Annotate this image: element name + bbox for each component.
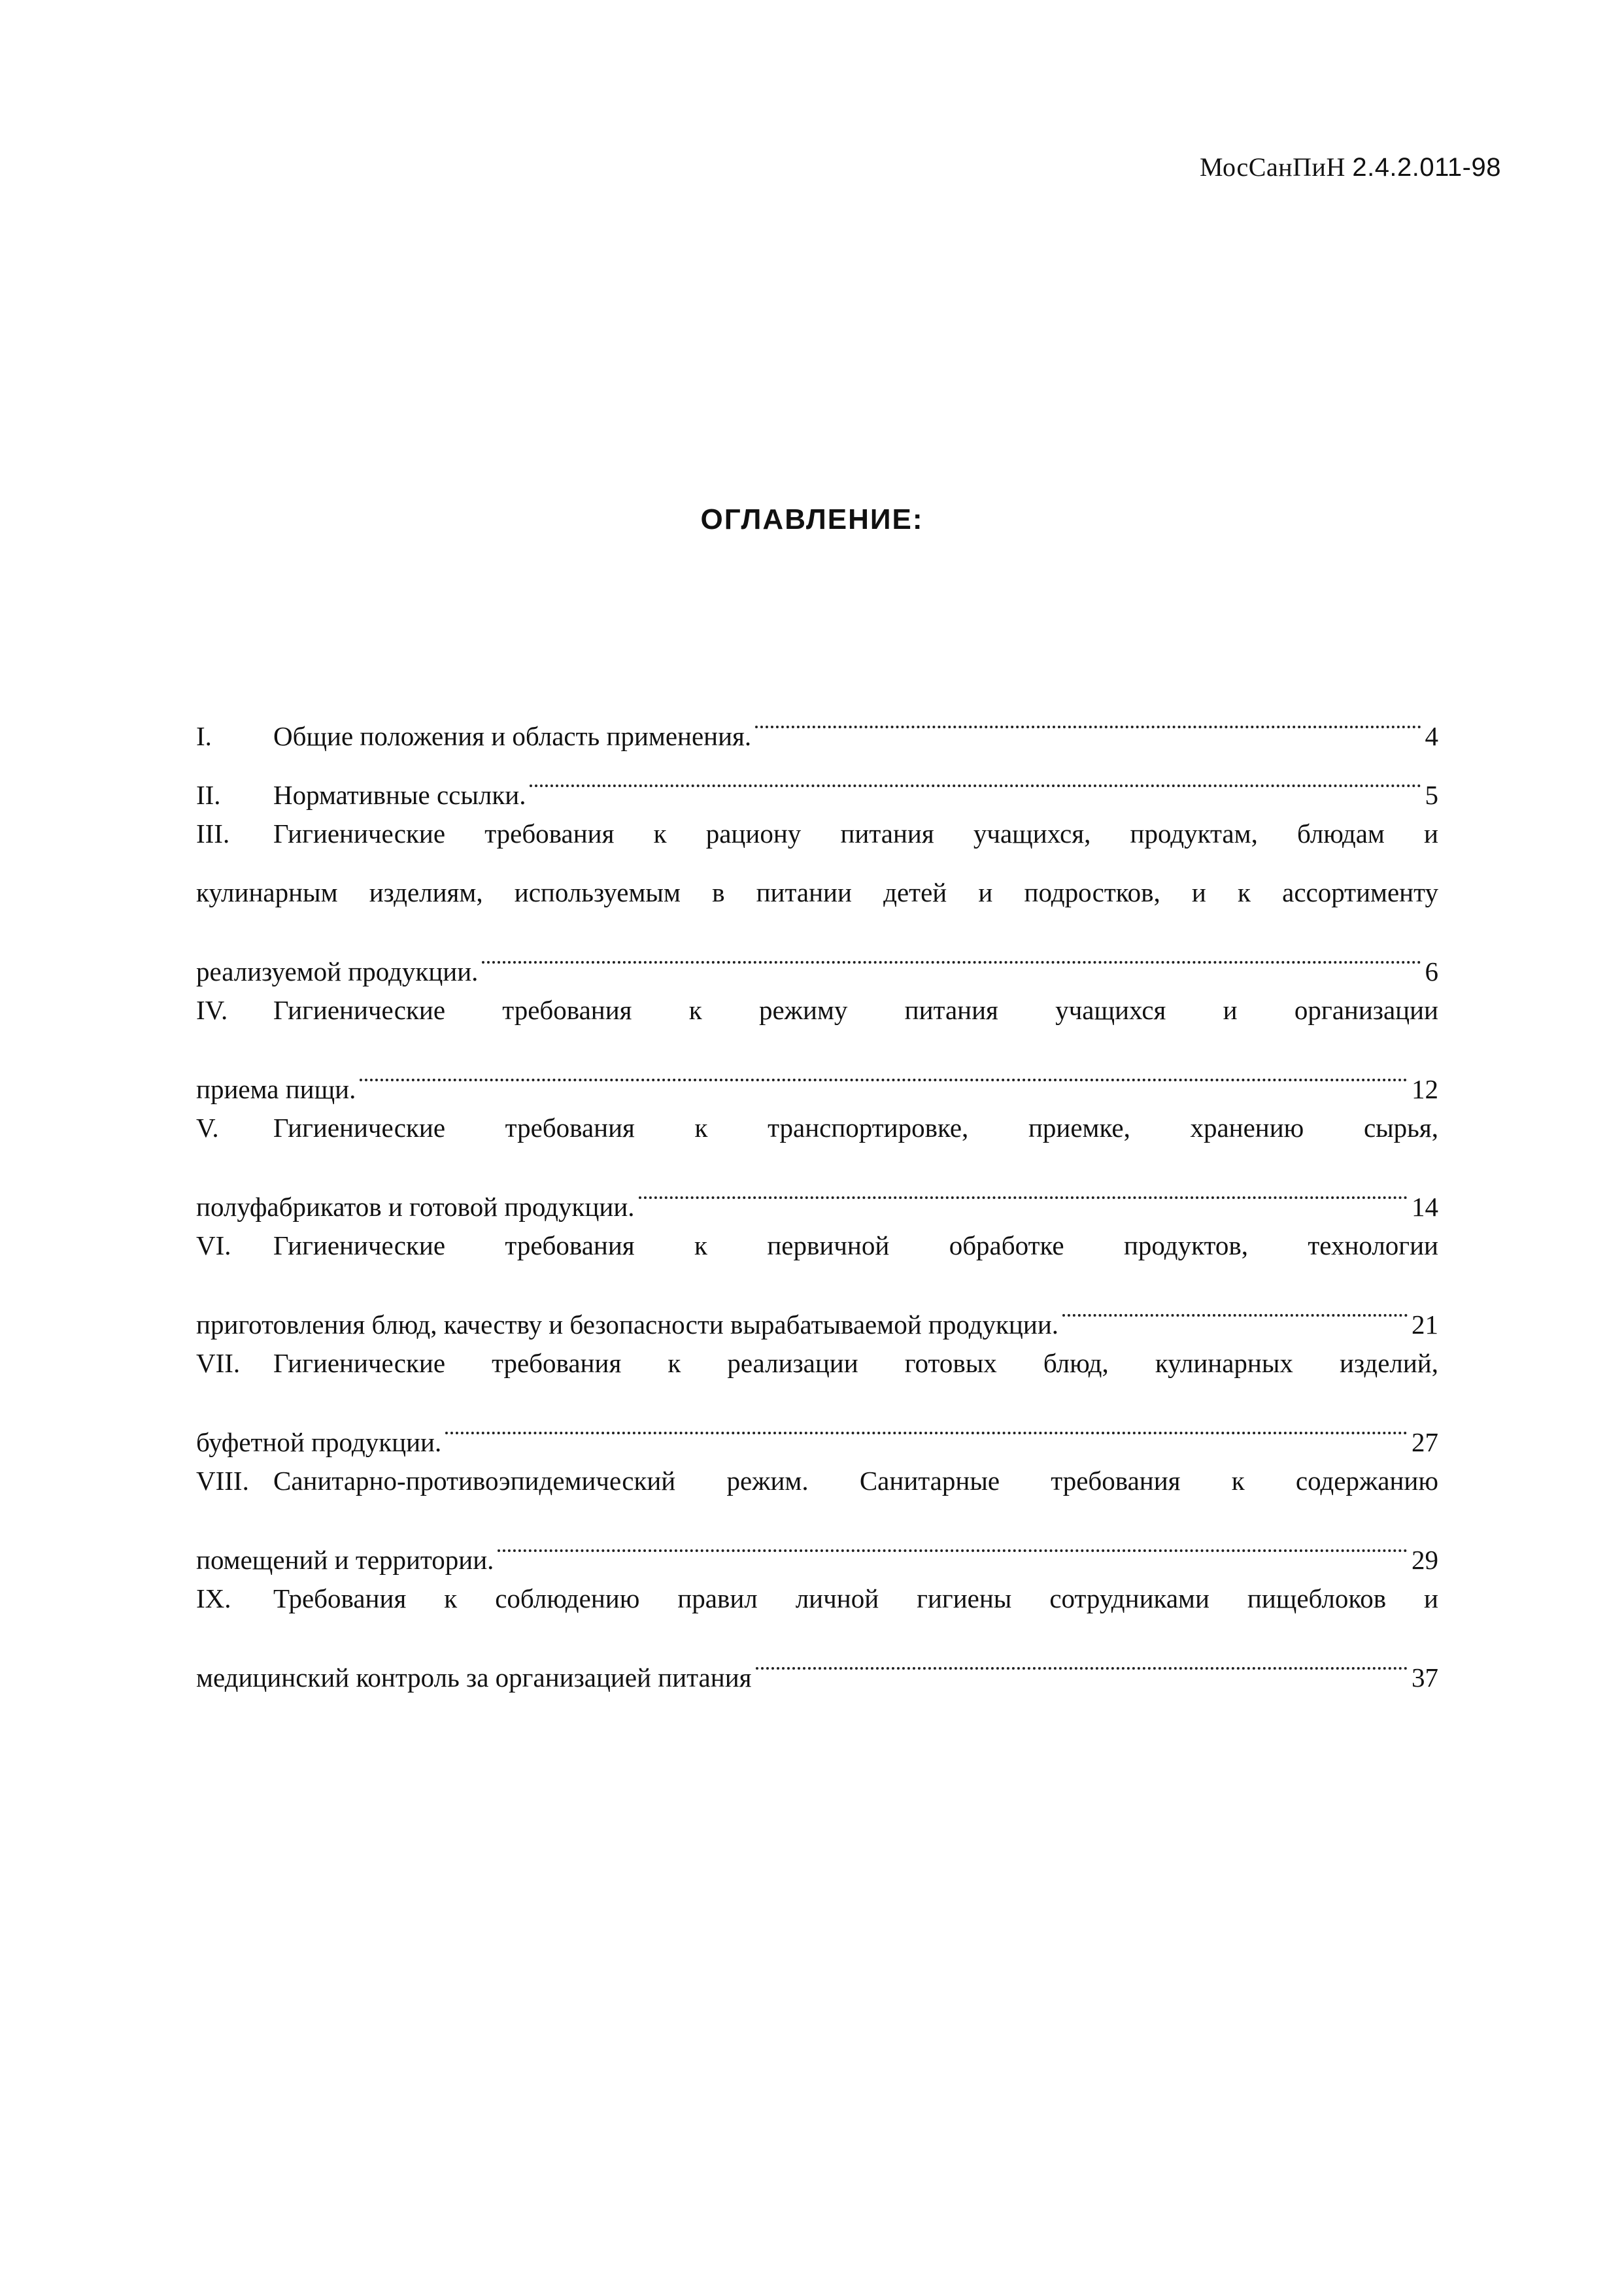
- document-code-prefix: МосСанПиН: [1199, 152, 1345, 182]
- toc-entry-text: Гигиенические требования к реализации готовых блюд, кулинарных изделий,: [273, 1348, 1438, 1378]
- toc-line: [196, 1275, 1438, 1340]
- toc-entry: [196, 1334, 1438, 1457]
- toc-entry-text: Требования к соблюдению правил личной гигиены сотрудниками пищеблоков и: [273, 1583, 1438, 1613]
- dot-leader: [530, 745, 1421, 804]
- toc-entry-number: I.: [196, 721, 212, 751]
- toc-line: [196, 804, 1438, 863]
- toc-entry-text: медицинский контроль за организацией питания: [196, 1662, 752, 1693]
- toc-entry-text: Общие положения и область применения.: [273, 721, 752, 751]
- dot-leader: [445, 1392, 1408, 1451]
- toc-entry: [196, 1451, 1438, 1575]
- toc-line: [196, 1392, 1438, 1457]
- toc-line: [196, 1628, 1438, 1693]
- toc-line: [196, 1098, 1438, 1157]
- toc-line: [196, 1216, 1438, 1275]
- toc-entry-text: Гигиенические требования к первичной обработке продуктов, технологии: [273, 1230, 1438, 1260]
- toc-entry-number: VI.: [196, 1230, 231, 1260]
- toc-entry-text: Гигиенические требования к рациону питания учащихся, продуктам, блюдам и: [273, 818, 1438, 849]
- toc-page-number: 12: [1412, 1074, 1438, 1104]
- toc-entry-text: Гигиенические требования к транспортировке, приемке, хранению сырья,: [273, 1113, 1438, 1143]
- toc-entry: [196, 981, 1438, 1104]
- toc-entry-text: приготовления блюд, качеству и безопасности вырабатываемой продукции.: [196, 1309, 1059, 1340]
- toc-line: [196, 1451, 1438, 1510]
- toc-line: [196, 1157, 1438, 1222]
- toc-page-number: 14: [1412, 1192, 1438, 1222]
- toc-entry-number: IV.: [196, 995, 228, 1025]
- toc-line: [196, 922, 1438, 987]
- toc-entry: [196, 1216, 1438, 1340]
- toc-entry-number: II.: [196, 780, 221, 810]
- toc-entry: [196, 804, 1438, 987]
- toc-entry-text: реализуемой продукции.: [196, 956, 479, 987]
- toc-page-number: 5: [1425, 780, 1438, 810]
- toc-entry: [196, 686, 1438, 751]
- toc-line: [196, 1569, 1438, 1628]
- toc-line: [196, 686, 1438, 751]
- toc-line: [196, 863, 1438, 922]
- toc-page-number: 21: [1412, 1309, 1438, 1340]
- toc-entry-number: III.: [196, 818, 230, 849]
- toc-page-number: 6: [1425, 956, 1438, 987]
- dot-leader: [498, 1510, 1408, 1569]
- toc-entry-number: IX.: [196, 1583, 231, 1613]
- table-of-contents: [196, 686, 1438, 1693]
- toc-entry-text: Санитарно-противоэпидемический режим. Санитарные требования к содержанию: [273, 1466, 1438, 1496]
- toc-entry: [196, 1569, 1438, 1693]
- toc-line: [196, 981, 1438, 1039]
- toc-entry-number: VII.: [196, 1348, 241, 1378]
- toc-entry-text: буфетной продукции.: [196, 1427, 442, 1457]
- toc-page-number: 27: [1412, 1427, 1438, 1457]
- toc-entry-number: VIII.: [196, 1466, 249, 1496]
- document-code-number: 2.4.2.011-98: [1352, 153, 1501, 182]
- toc-line: [196, 1334, 1438, 1392]
- toc-entry-text: помещений и территории.: [196, 1545, 494, 1575]
- toc-entry-text: Нормативные ссылки.: [273, 780, 526, 810]
- toc-page-number: 29: [1412, 1545, 1438, 1575]
- toc-entry-text: Гигиенические требования к режиму питания учащихся и организации: [273, 995, 1438, 1025]
- dot-leader: [755, 686, 1421, 745]
- toc-entry-number: V.: [196, 1113, 219, 1143]
- dot-leader: [639, 1157, 1408, 1216]
- toc-page-number: 37: [1412, 1662, 1438, 1693]
- dot-leader: [482, 922, 1421, 981]
- document-code: [1200, 152, 1501, 182]
- dot-leader: [756, 1628, 1408, 1687]
- toc-line: [196, 1039, 1438, 1104]
- dot-leader: [1062, 1275, 1408, 1334]
- toc-entry-text: приема пищи.: [196, 1074, 356, 1104]
- toc-entry-text: кулинарным изделиям, используемым в питании детей и подростков, и к ассортименту: [196, 877, 1438, 907]
- dot-leader: [360, 1039, 1408, 1098]
- toc-entry-text: полуфабрикатов и готовой продукции.: [196, 1192, 635, 1222]
- toc-title: ОГЛАВЛЕНИЕ:: [700, 503, 924, 535]
- toc-line: [196, 1510, 1438, 1575]
- toc-page-number: 4: [1425, 721, 1438, 751]
- toc-entry: [196, 1098, 1438, 1222]
